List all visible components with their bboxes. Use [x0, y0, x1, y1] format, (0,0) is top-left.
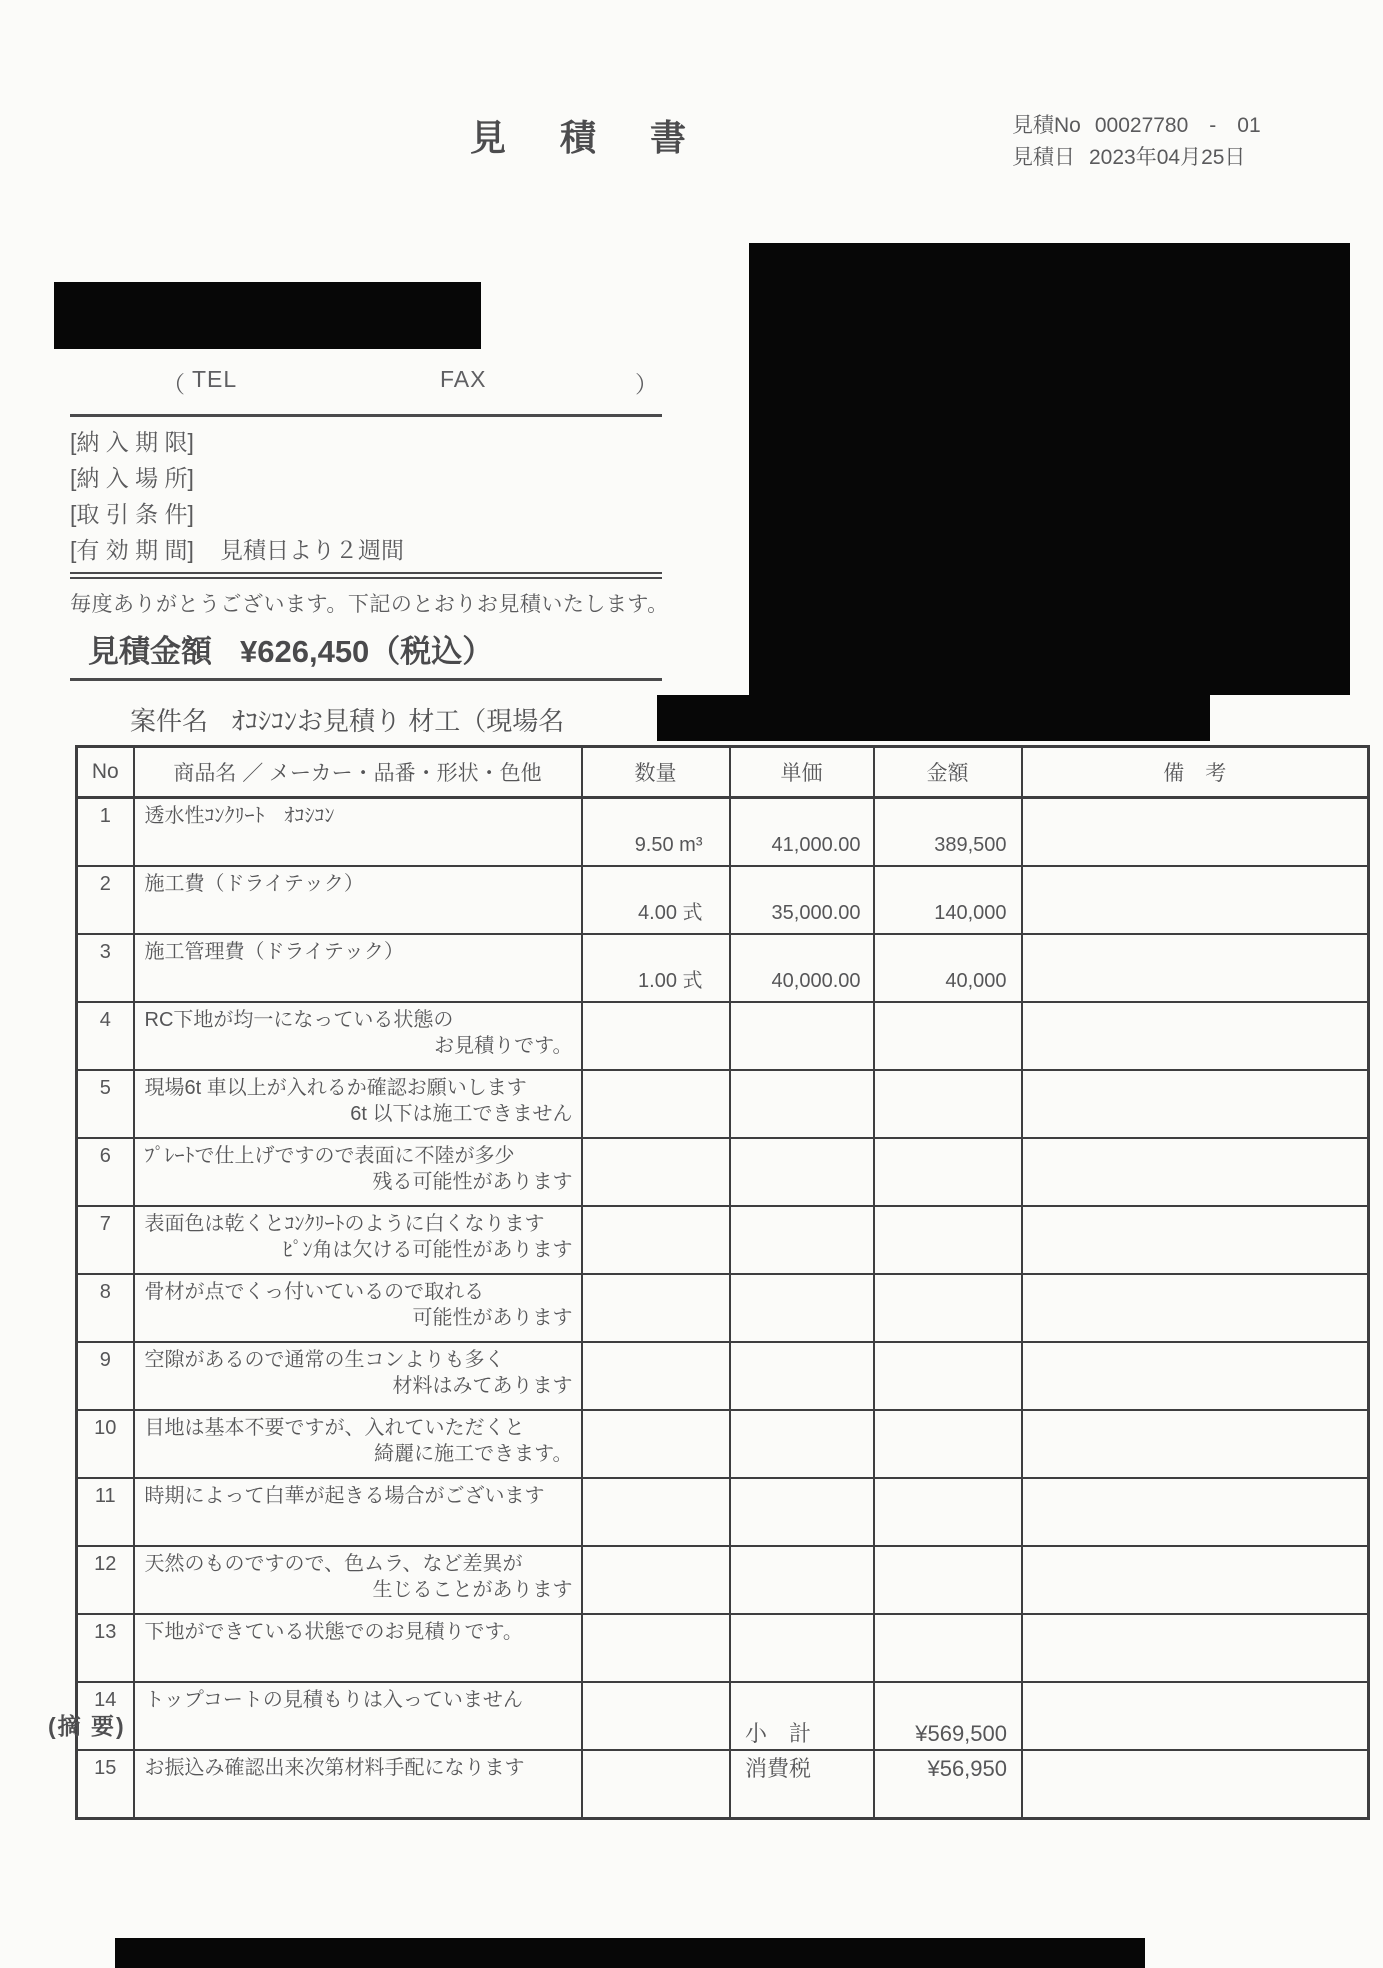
project-name-label: 案件名: [130, 706, 209, 736]
row-description: [134, 1002, 582, 1070]
row-description-line1: 空隙があるので通常の生コンよりも多く: [144, 1349, 505, 1371]
row-quantity: [582, 1138, 730, 1206]
row-description-line2: 生じることがあります: [372, 1579, 573, 1601]
row-unit-price: 35,000.00: [730, 866, 874, 934]
conditions-list: [70, 424, 662, 568]
condition-delivery-deadline: [70, 424, 662, 460]
header-unit-price: 単価: [730, 747, 874, 798]
row-note: [1022, 798, 1369, 867]
condition-value: 見積日より２週間: [219, 537, 404, 563]
row-amount: 389,500: [874, 798, 1022, 867]
row-amount: [874, 1342, 1022, 1410]
subtotal-value: ¥569,500: [915, 1721, 1007, 1746]
row-unit-price: [730, 1410, 874, 1478]
row-number: 3: [77, 934, 134, 1002]
divider-line-double: [70, 572, 662, 579]
row-unit-price: 41,000.00: [730, 798, 874, 867]
row-quantity: [582, 1274, 730, 1342]
table-row: [77, 1138, 1369, 1206]
table-row: [77, 798, 1369, 867]
row-description-line1: 施工費（ドライテック）: [144, 873, 364, 895]
header-remarks: 備 考: [1022, 747, 1369, 798]
row-description-line2: 残る可能性があります: [372, 1171, 573, 1193]
row-quantity: [582, 1342, 730, 1410]
table-row: [77, 1682, 1369, 1750]
row-description-line2: 可能性があります: [412, 1307, 573, 1329]
row-note: [1022, 1274, 1369, 1342]
tax-label: 消費税: [745, 1756, 812, 1781]
table-row: [77, 1750, 1369, 1819]
row-amount: [874, 1274, 1022, 1342]
row-amount: [874, 1478, 1022, 1546]
row-quantity: [582, 1002, 730, 1070]
row-quantity: [582, 1682, 730, 1750]
amount-underline: [70, 678, 662, 681]
row-unit-price: [730, 1002, 874, 1070]
row-note: [1022, 1070, 1369, 1138]
row-quantity: 4.00 式: [582, 866, 730, 934]
project-name-value: ｵｺｼｺﾝお見積り 材工（現場名: [232, 706, 565, 736]
row-description-line1: 骨材が点でくっ付いているので取れる: [144, 1281, 485, 1303]
row-amount: [874, 1206, 1022, 1274]
row-description: [134, 1750, 582, 1819]
row-number: 10: [77, 1410, 134, 1478]
row-quantity: 9.50 m³: [582, 798, 730, 867]
estimate-number-label: 見積No: [1012, 114, 1081, 137]
estimate-date-row: [1012, 142, 1261, 174]
row-amount: [874, 1138, 1022, 1206]
subtotal-label: 小 計: [745, 1721, 812, 1746]
row-description: [134, 1070, 582, 1138]
row-description: [134, 1138, 582, 1206]
row-amount: [874, 1410, 1022, 1478]
table-row: [77, 1206, 1369, 1274]
row-description: [134, 798, 582, 867]
header-amount: 金額: [874, 747, 1022, 798]
row-amount: 40,000: [874, 934, 1022, 1002]
row-number: 2: [77, 866, 134, 934]
row-description-line1: 表面色は乾くとｺﾝｸﾘｰﾄのように白くなります: [144, 1213, 545, 1235]
row-description-line1: 現場6t 車以上が入れるか確認お願いします: [144, 1077, 527, 1099]
row-note: [1022, 1206, 1369, 1274]
row-note: [1022, 1750, 1369, 1819]
estimate-number-value: 00027780 - 01: [1094, 114, 1261, 137]
table-row: [77, 1274, 1369, 1342]
estimate-amount-value: ¥626,450（税込）: [240, 634, 494, 669]
tel-label: TEL: [192, 366, 238, 392]
greeting-text: 毎度ありがとうございます。下記のとおりお見積いたします。: [70, 593, 669, 616]
row-description-line2: 綺麗に施工できます。: [374, 1443, 573, 1465]
redacted-customer-name: [54, 282, 481, 349]
estimate-amount-line: [88, 626, 493, 671]
summary-label: (摘 要): [48, 1713, 126, 1739]
row-number: 8: [77, 1274, 134, 1342]
project-name-line: [130, 701, 564, 738]
items-table: [75, 745, 1370, 1820]
redacted-bottom-bar: [115, 1938, 1145, 1968]
row-description-line2: 材料はみてあります: [392, 1375, 573, 1397]
row-description: [134, 1410, 582, 1478]
row-unit-price: [730, 1478, 874, 1546]
row-note: [1022, 1002, 1369, 1070]
items-table-header-row: [77, 747, 1369, 798]
row-description-line1: お振込み確認出来次第材料手配になります: [144, 1757, 525, 1779]
table-row: [77, 1410, 1369, 1478]
row-unit-price: [730, 1614, 874, 1682]
row-quantity: [582, 1614, 730, 1682]
row-number: 14: [77, 1682, 134, 1750]
row-description-line2: ﾋﾟﾝ角は欠ける可能性があります: [282, 1239, 573, 1261]
row-description-line1: 透水性ｺﾝｸﾘｰﾄ ｵｺｼｺﾝ: [144, 805, 335, 827]
row-number: 1: [77, 798, 134, 867]
row-description: [134, 934, 582, 1002]
row-unit-price: [730, 1206, 874, 1274]
condition-delivery-place: [70, 460, 662, 496]
estimate-meta: [1012, 110, 1261, 174]
row-quantity: [582, 1546, 730, 1614]
table-row: [77, 934, 1369, 1002]
row-note: [1022, 1478, 1369, 1546]
row-amount: [874, 1614, 1022, 1682]
row-description-line1: トップコートの見積もりは入っていません: [144, 1689, 523, 1711]
row-note: [1022, 1614, 1369, 1682]
row-unit-price: [730, 1070, 874, 1138]
row-description: [134, 1682, 582, 1750]
row-unit-price: [730, 1546, 874, 1614]
header-product: 商品名 ／ メーカー・品番・形状・色他: [134, 747, 582, 798]
estimate-date-value: 2023年04月25日: [1089, 146, 1246, 169]
subtotal-row: [745, 1716, 1007, 1751]
row-unit-price: 40,000.00: [730, 934, 874, 1002]
row-number: 4: [77, 1002, 134, 1070]
row-amount: [874, 1070, 1022, 1138]
redacted-site-name: [657, 695, 1210, 741]
row-note: [1022, 1682, 1369, 1750]
row-note: [1022, 866, 1369, 934]
table-row: [77, 866, 1369, 934]
row-quantity: [582, 1478, 730, 1546]
row-unit-price: [730, 1274, 874, 1342]
row-amount: [874, 1546, 1022, 1614]
row-description-line2: お見積りです。: [434, 1035, 573, 1057]
row-quantity: [582, 1070, 730, 1138]
row-number: 12: [77, 1546, 134, 1614]
row-note: [1022, 1342, 1369, 1410]
table-row: [77, 1070, 1369, 1138]
fax-label: FAX: [440, 366, 487, 392]
condition-label: [納 入 期 限]: [70, 429, 194, 455]
row-description: [134, 866, 582, 934]
page-title: 見 積 書: [470, 117, 709, 158]
tax-value: ¥56,950: [927, 1756, 1007, 1781]
estimate-date-label: 見積日: [1012, 146, 1075, 169]
row-number: 9: [77, 1342, 134, 1410]
row-description: [134, 1546, 582, 1614]
tel-fax-line: [70, 366, 662, 402]
redacted-recipient-block: [749, 243, 1350, 695]
row-description-line1: 下地ができている状態でのお見積りです。: [144, 1621, 523, 1643]
row-description-line1: ﾌﾟﾚｰﾄで仕上げですので表面に不陸が多少: [144, 1145, 515, 1167]
divider-line-top: [70, 414, 662, 417]
header-quantity: 数量: [582, 747, 730, 798]
estimate-amount-label: 見積金額: [88, 634, 212, 669]
row-number: 15: [77, 1750, 134, 1819]
row-description: [134, 1342, 582, 1410]
row-description: [134, 1614, 582, 1682]
condition-label: [有 効 期 間]: [70, 537, 194, 563]
row-description-line1: 目地は基本不要ですが、入れていただくと: [144, 1417, 525, 1439]
table-row: [77, 1478, 1369, 1546]
row-number: 7: [77, 1206, 134, 1274]
row-note: [1022, 1410, 1369, 1478]
row-quantity: 1.00 式: [582, 934, 730, 1002]
row-note: [1022, 1138, 1369, 1206]
row-note: [1022, 1546, 1369, 1614]
table-row: [77, 1002, 1369, 1070]
row-description: [134, 1206, 582, 1274]
totals-block: [745, 1716, 1007, 1786]
row-number: 11: [77, 1478, 134, 1546]
row-description-line1: 施工管理費（ドライテック）: [144, 941, 404, 963]
condition-terms: [70, 496, 662, 532]
row-number: 5: [77, 1070, 134, 1138]
row-quantity: [582, 1206, 730, 1274]
table-row: [77, 1546, 1369, 1614]
row-number: 6: [77, 1138, 134, 1206]
row-amount: 140,000: [874, 866, 1022, 934]
row-unit-price: [730, 1342, 874, 1410]
table-row: [77, 1342, 1369, 1410]
condition-validity-period: [70, 532, 662, 568]
paren-close: ）: [635, 371, 658, 397]
table-row: [77, 1614, 1369, 1682]
row-number: 13: [77, 1614, 134, 1682]
row-description: [134, 1478, 582, 1546]
tax-row: [745, 1751, 1007, 1786]
paren-open: （: [162, 371, 185, 397]
condition-label: [取 引 条 件]: [70, 501, 194, 527]
row-description-line1: 天然のものですので、色ムラ、など差異が: [144, 1553, 523, 1575]
header-no: No: [77, 747, 134, 798]
row-description-line1: 時期によって白華が起きる場合がございます: [144, 1485, 545, 1507]
row-amount: [874, 1002, 1022, 1070]
row-quantity: [582, 1410, 730, 1478]
row-note: [1022, 934, 1369, 1002]
row-quantity: [582, 1750, 730, 1819]
row-description-line1: RC下地が均一になっている状態の: [144, 1009, 454, 1031]
estimate-number-row: [1012, 110, 1261, 142]
row-unit-price: [730, 1138, 874, 1206]
row-description: [134, 1274, 582, 1342]
row-description-line2: 6t 以下は施工できません: [350, 1103, 573, 1125]
condition-label: [納 入 場 所]: [70, 465, 194, 491]
